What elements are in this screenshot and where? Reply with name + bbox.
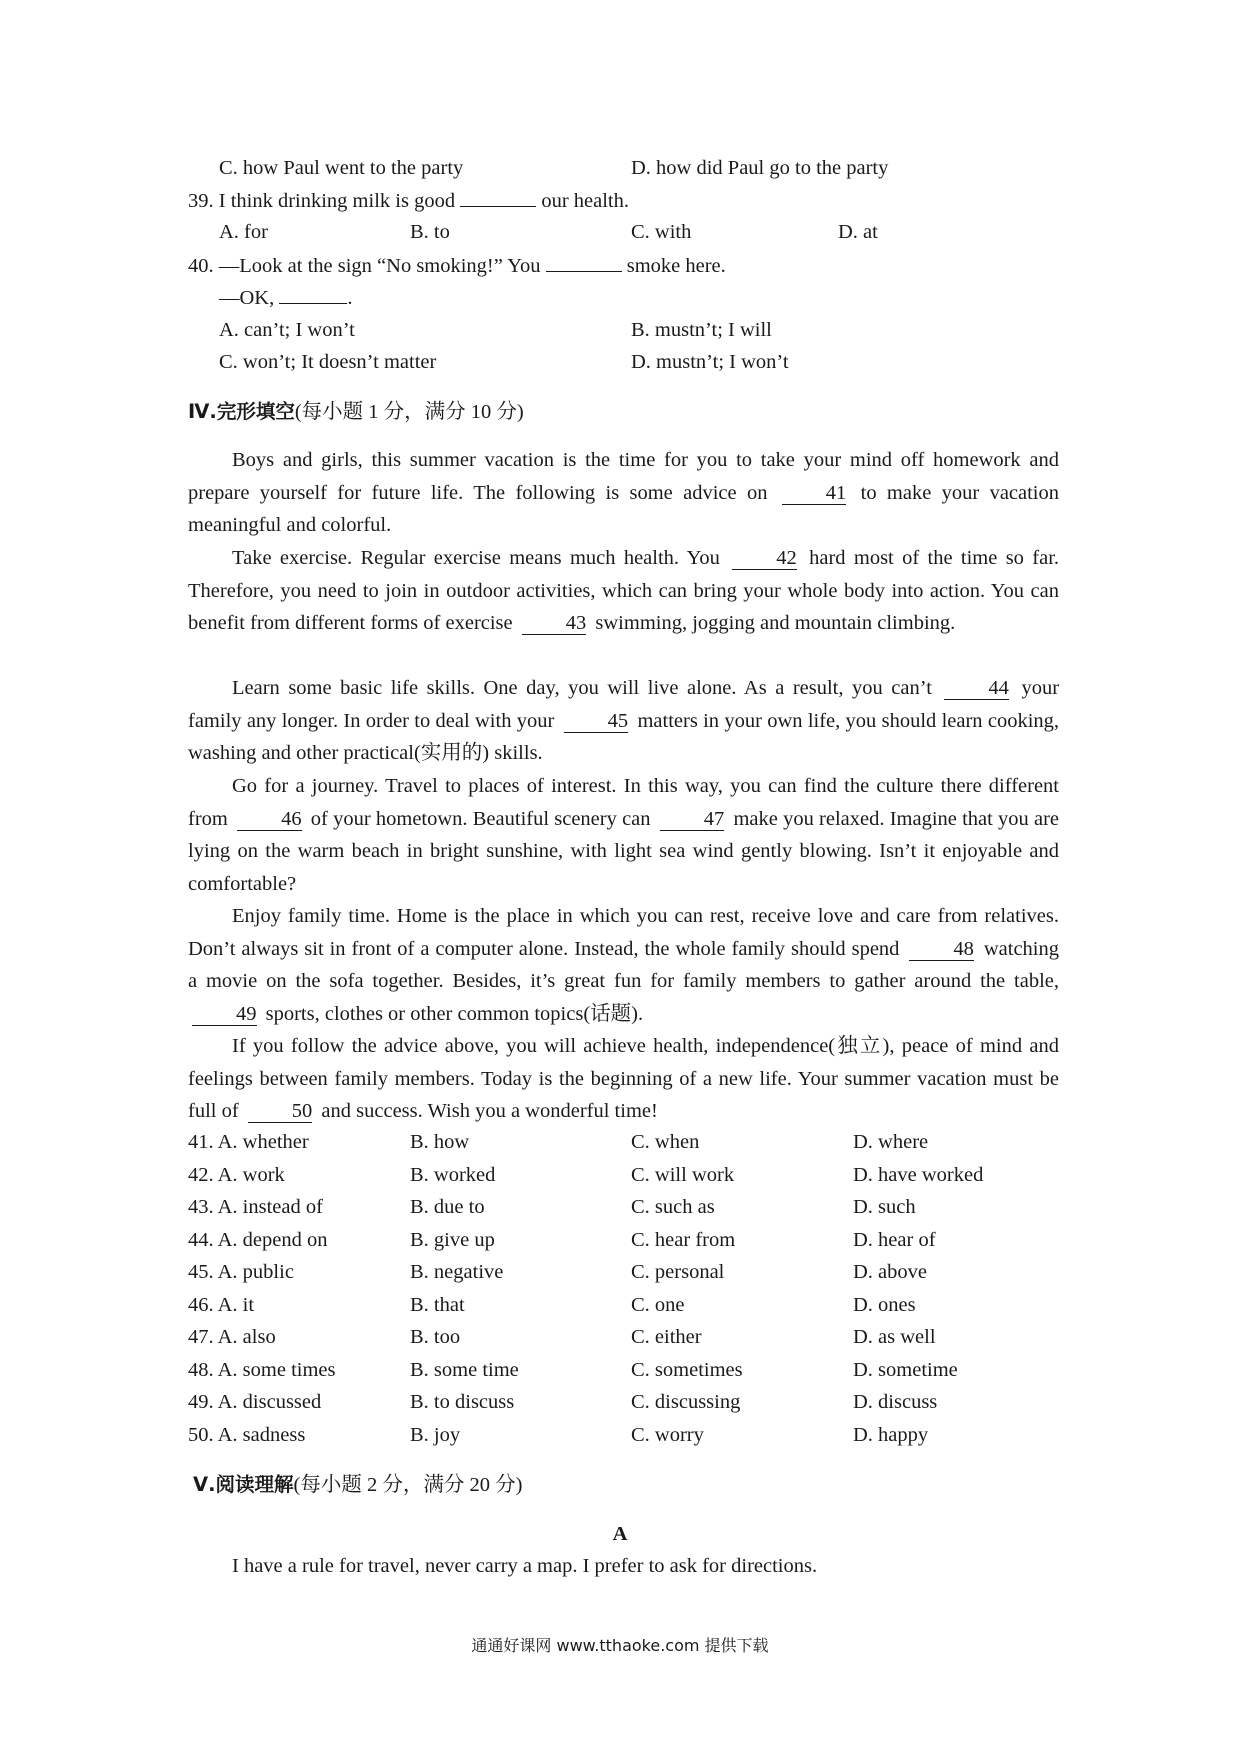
q40-stem-before: 40. —Look at the sign “No smoking!” You [188,255,541,277]
blank-45: 45 [564,710,629,733]
option-46-a: 46. A. it [188,1294,255,1316]
q39-option-b: B. to [410,221,450,243]
option-42-a: 42. A. work [188,1164,285,1186]
q40-option-c: C. won’t; It doesn’t matter [219,351,437,373]
passage-paragraph-6: If you follow the advice above, you will achieve health, independence(独立), peace of mind and feelings between family members. Today is the beginning of a new life. Your summer vacation must be full of 50 and success. Wish you a wonderful time! [188,1035,1059,1123]
option-45-d: D. above [853,1261,928,1283]
option-46-c: C. one [631,1294,685,1316]
q40-reply [219,283,352,312]
option-47-d: D. as well [853,1326,936,1348]
option-44-a: 44. A. depend on [188,1229,328,1251]
option-48-d: D. sometime [853,1359,958,1381]
passage-paragraph-4: Go for a journey. Travel to places of interest. In this way, you can find the culture there different from 46 of your hometown. Beautiful scenery can 47 make you relaxed. Imagine that you are lying on the warm beach in bright sunshine, with light sea wind gently blowing. Isn’t it enjoyable and comfortable? [188,775,1060,895]
q40-option-b: B. mustn’t; I will [631,319,772,341]
blank-44: 44 [944,677,1009,700]
q38-option-c: C. how Paul went to the party [219,157,464,179]
option-46-b: B. that [410,1294,465,1316]
option-44-c: C. hear from [631,1229,736,1251]
section-4-header [188,398,524,426]
section-4-title: Ⅳ.完形填空 [188,400,295,423]
option-43-c: C. such as [631,1196,715,1218]
option-50-c: C. worry [631,1424,704,1446]
option-49-d: D. discuss [853,1391,938,1413]
q40-option-d: D. mustn’t; I won’t [631,351,789,373]
passage-paragraph-3: Learn some basic life skills. One day, you will live alone. As a result, you can’t 44 your family any longer. In order to deal with your 45 matters in your own life, you should learn cooking, washing and other practical(实用的) skills. [188,677,1060,765]
option-49-b: B. to discuss [410,1391,515,1413]
blank-42: 42 [732,547,797,570]
q40-blank-1 [546,251,622,272]
option-41-d: D. where [853,1131,929,1153]
q40-option-a: A. can’t; I won’t [219,319,355,341]
option-43-d: D. such [853,1196,916,1218]
blank-46: 46 [237,808,302,831]
option-50-d: D. happy [853,1424,929,1446]
blank-48: 48 [909,938,974,961]
blank-43: 43 [522,612,587,635]
option-48-b: B. some time [410,1359,519,1381]
option-49-a: 49. A. discussed [188,1391,322,1413]
blank-47: 47 [660,808,725,831]
section-5-note: (每小题 2 分，满分 20 分) [293,1474,523,1496]
q40-stem-after: smoke here. [626,255,726,277]
option-43-b: B. due to [410,1196,485,1218]
q39-option-c: C. with [631,221,692,243]
option-45-c: C. personal [631,1261,725,1283]
option-48-a: 48. A. some times [188,1359,336,1381]
option-48-c: C. sometimes [631,1359,743,1381]
footer-watermark: 通通好课网 www.tthaoke.com 提供下载 [471,1636,769,1655]
q39-option-a: A. for [219,221,268,243]
blank-49: 49 [192,1003,257,1026]
q38-option-d: D. how did Paul go to the party [631,157,889,179]
option-42-c: C. will work [631,1164,735,1186]
option-49-c: C. discussing [631,1391,741,1413]
option-45-a: 45. A. public [188,1261,294,1283]
option-44-d: D. hear of [853,1229,936,1251]
blank-41: 41 [782,482,847,505]
option-47-b: B. too [410,1326,461,1348]
section-5-title: Ⅴ.阅读理解 [193,1473,294,1496]
option-41-a: 41. A. whether [188,1131,309,1153]
q39-stem [188,186,629,215]
passage-paragraph-2: Take exercise. Regular exercise means much health. You 42 hard most of the time so far. Therefore, you need to join in outdoor activities, which can bring your whole body into action. You can benefit from different forms of exercise 43 swimming, jogging and mountain climbing. [188,547,1060,635]
reading-a-first-line: I have a rule for travel, never carry a map. I prefer to ask for directions. [232,1555,818,1577]
option-41-b: B. how [410,1131,470,1153]
option-46-d: D. ones [853,1294,916,1316]
option-43-a: 43. A. instead of [188,1196,323,1218]
q40-reply-before: —OK, [219,287,275,309]
q40-blank-2 [279,283,347,304]
option-42-b: B. worked [410,1164,496,1186]
section-4-note: (每小题 1 分，满分 10 分) [294,401,524,423]
option-50-b: B. joy [410,1424,461,1446]
q39-stem-after: our health. [541,190,629,212]
passage-paragraph-5: Enjoy family time. Home is the place in which you can rest, receive love and care from relatives. Don’t always sit in front of a computer alone. Instead, the whole family should spend 48 watching a movie on the sofa together. Besides, it’s great fun for family members to gather around the table, 49 sports, clothes or other common topics(话题). [188,905,1059,1025]
blank-50: 50 [248,1100,313,1123]
q39-blank [460,186,536,207]
section-5-header [193,1471,522,1499]
option-41-c: C. when [631,1131,700,1153]
reading-a-heading: A [612,1523,628,1545]
q39-stem-before: 39. I think drinking milk is good [188,190,456,212]
option-45-b: B. negative [410,1261,504,1283]
q40-stem [188,251,726,280]
option-47-c: C. either [631,1326,702,1348]
option-47-a: 47. A. also [188,1326,276,1348]
option-42-d: D. have worked [853,1164,984,1186]
q40-reply-after: . [347,287,353,309]
q39-option-d: D. at [838,221,878,243]
option-50-a: 50. A. sadness [188,1424,306,1446]
option-44-b: B. give up [410,1229,495,1251]
passage-paragraph-1: Boys and girls, this summer vacation is the time for you to take your mind off homework and prepare yourself for future life. The following is some advice on 41 to make your vacation meaningful and colorful. [188,449,1060,537]
